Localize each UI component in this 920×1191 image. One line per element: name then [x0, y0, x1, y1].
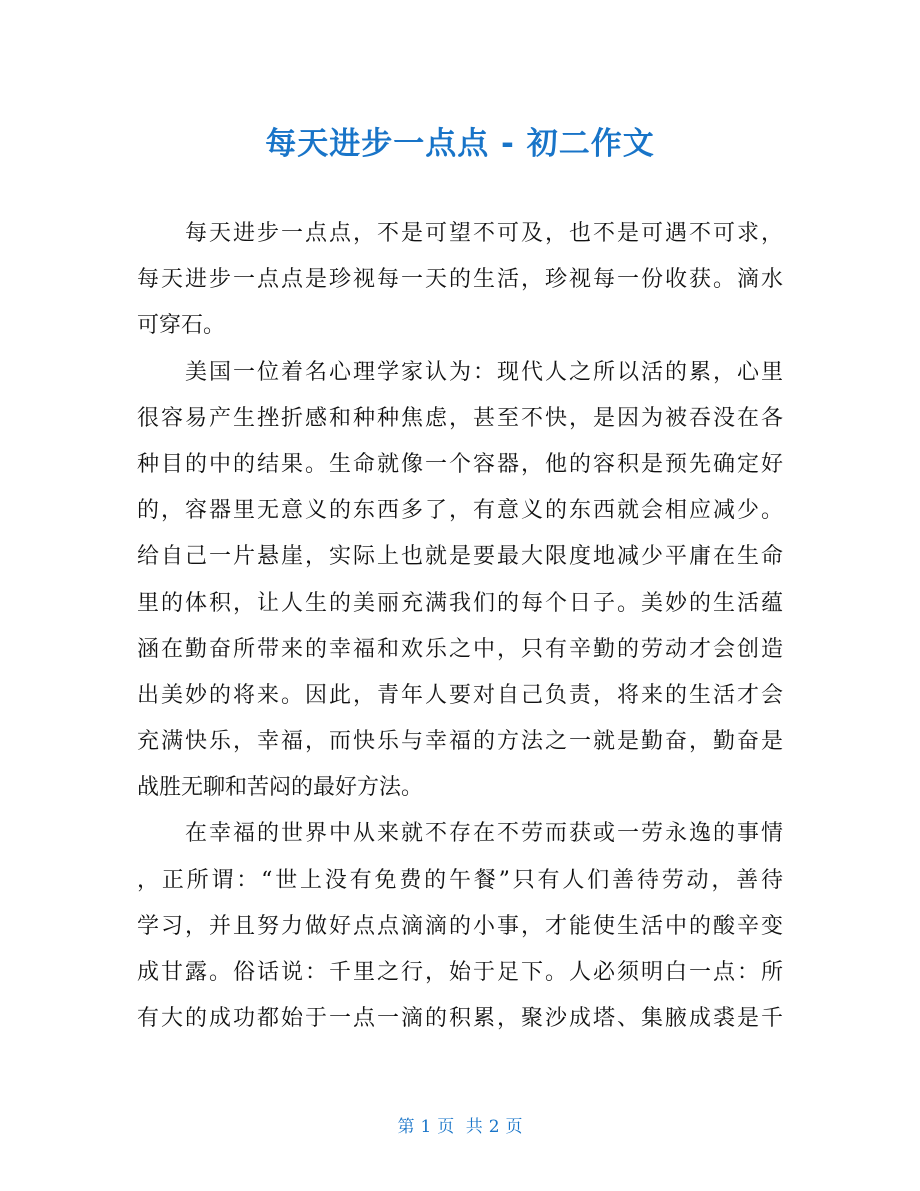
- text-line: 美国一位着名心理学家认为：现代人之所以活的累，心里: [137, 359, 783, 385]
- text-line: 涵在勤奋所带来的幸福和欢乐之中，只有辛勤的劳动才会创造: [137, 636, 783, 662]
- footer-prefix: 第: [397, 1117, 415, 1137]
- text-line: 在幸福的世界中从来就不存在不劳而获或一劳永逸的事情: [137, 821, 783, 847]
- footer-page-number: 1: [420, 1117, 432, 1137]
- text-line: 每天进步一点点，不是可望不可及，也不是可遇不可求，: [137, 221, 783, 246]
- paragraph-1: [137, 211, 783, 350]
- footer-total-pages: 2: [488, 1117, 500, 1137]
- text-line: 成甘露。俗话说：千里之行，始于足下。人必须明白一点：所: [137, 960, 783, 985]
- footer-suffix: 页: [505, 1117, 523, 1137]
- text-line: 种目的中的结果。生命就像一个容器，他的容积是预先确定好: [137, 451, 783, 477]
- text-line: ，正所谓：“世上没有免费的午餐”只有人们善待劳动，善待: [137, 867, 783, 893]
- text-line: 很容易产生挫折感和种种焦虑，甚至不快，是因为被吞没在各: [137, 405, 783, 431]
- footer-middle: 页 共: [437, 1117, 483, 1137]
- text-line: 有大的成功都始于一点一滴的积累，聚沙成塔、集腋成裘是千: [137, 1006, 783, 1032]
- text-line: 可穿石。: [137, 313, 226, 339]
- text-line: 的，容器里无意义的东西多了，有意义的东西就会相应减少。: [137, 498, 783, 524]
- text-line: 战胜无聊和苦闷的最好方法。: [137, 775, 424, 801]
- document-title: 每天进步一点点 - 初二作文: [265, 126, 655, 162]
- text-line: 给自己一片悬崖，实际上也就是要最大限度地减少平庸在生命: [137, 544, 783, 570]
- paragraph-3: [137, 811, 783, 1042]
- text-line: 每天进步一点点是珍视每一天的生活，珍视每一份收获。滴水: [137, 267, 783, 293]
- page-footer: [0, 1112, 920, 1137]
- text-line: 学习，并且努力做好点点滴滴的小事，才能使生活中的酸辛变: [137, 913, 783, 939]
- text-line: 充满快乐，幸福，而快乐与幸福的方法之一就是勤奋，勤奋是: [137, 729, 783, 755]
- text-line: 出美妙的将来。因此，青年人要对自己负责，将来的生活才会: [137, 682, 783, 708]
- text-line: 里的体积，让人生的美丽充满我们的每个日子。美妙的生活蕴: [137, 590, 783, 616]
- paragraph-2: [137, 350, 783, 812]
- document-body: [137, 211, 783, 1042]
